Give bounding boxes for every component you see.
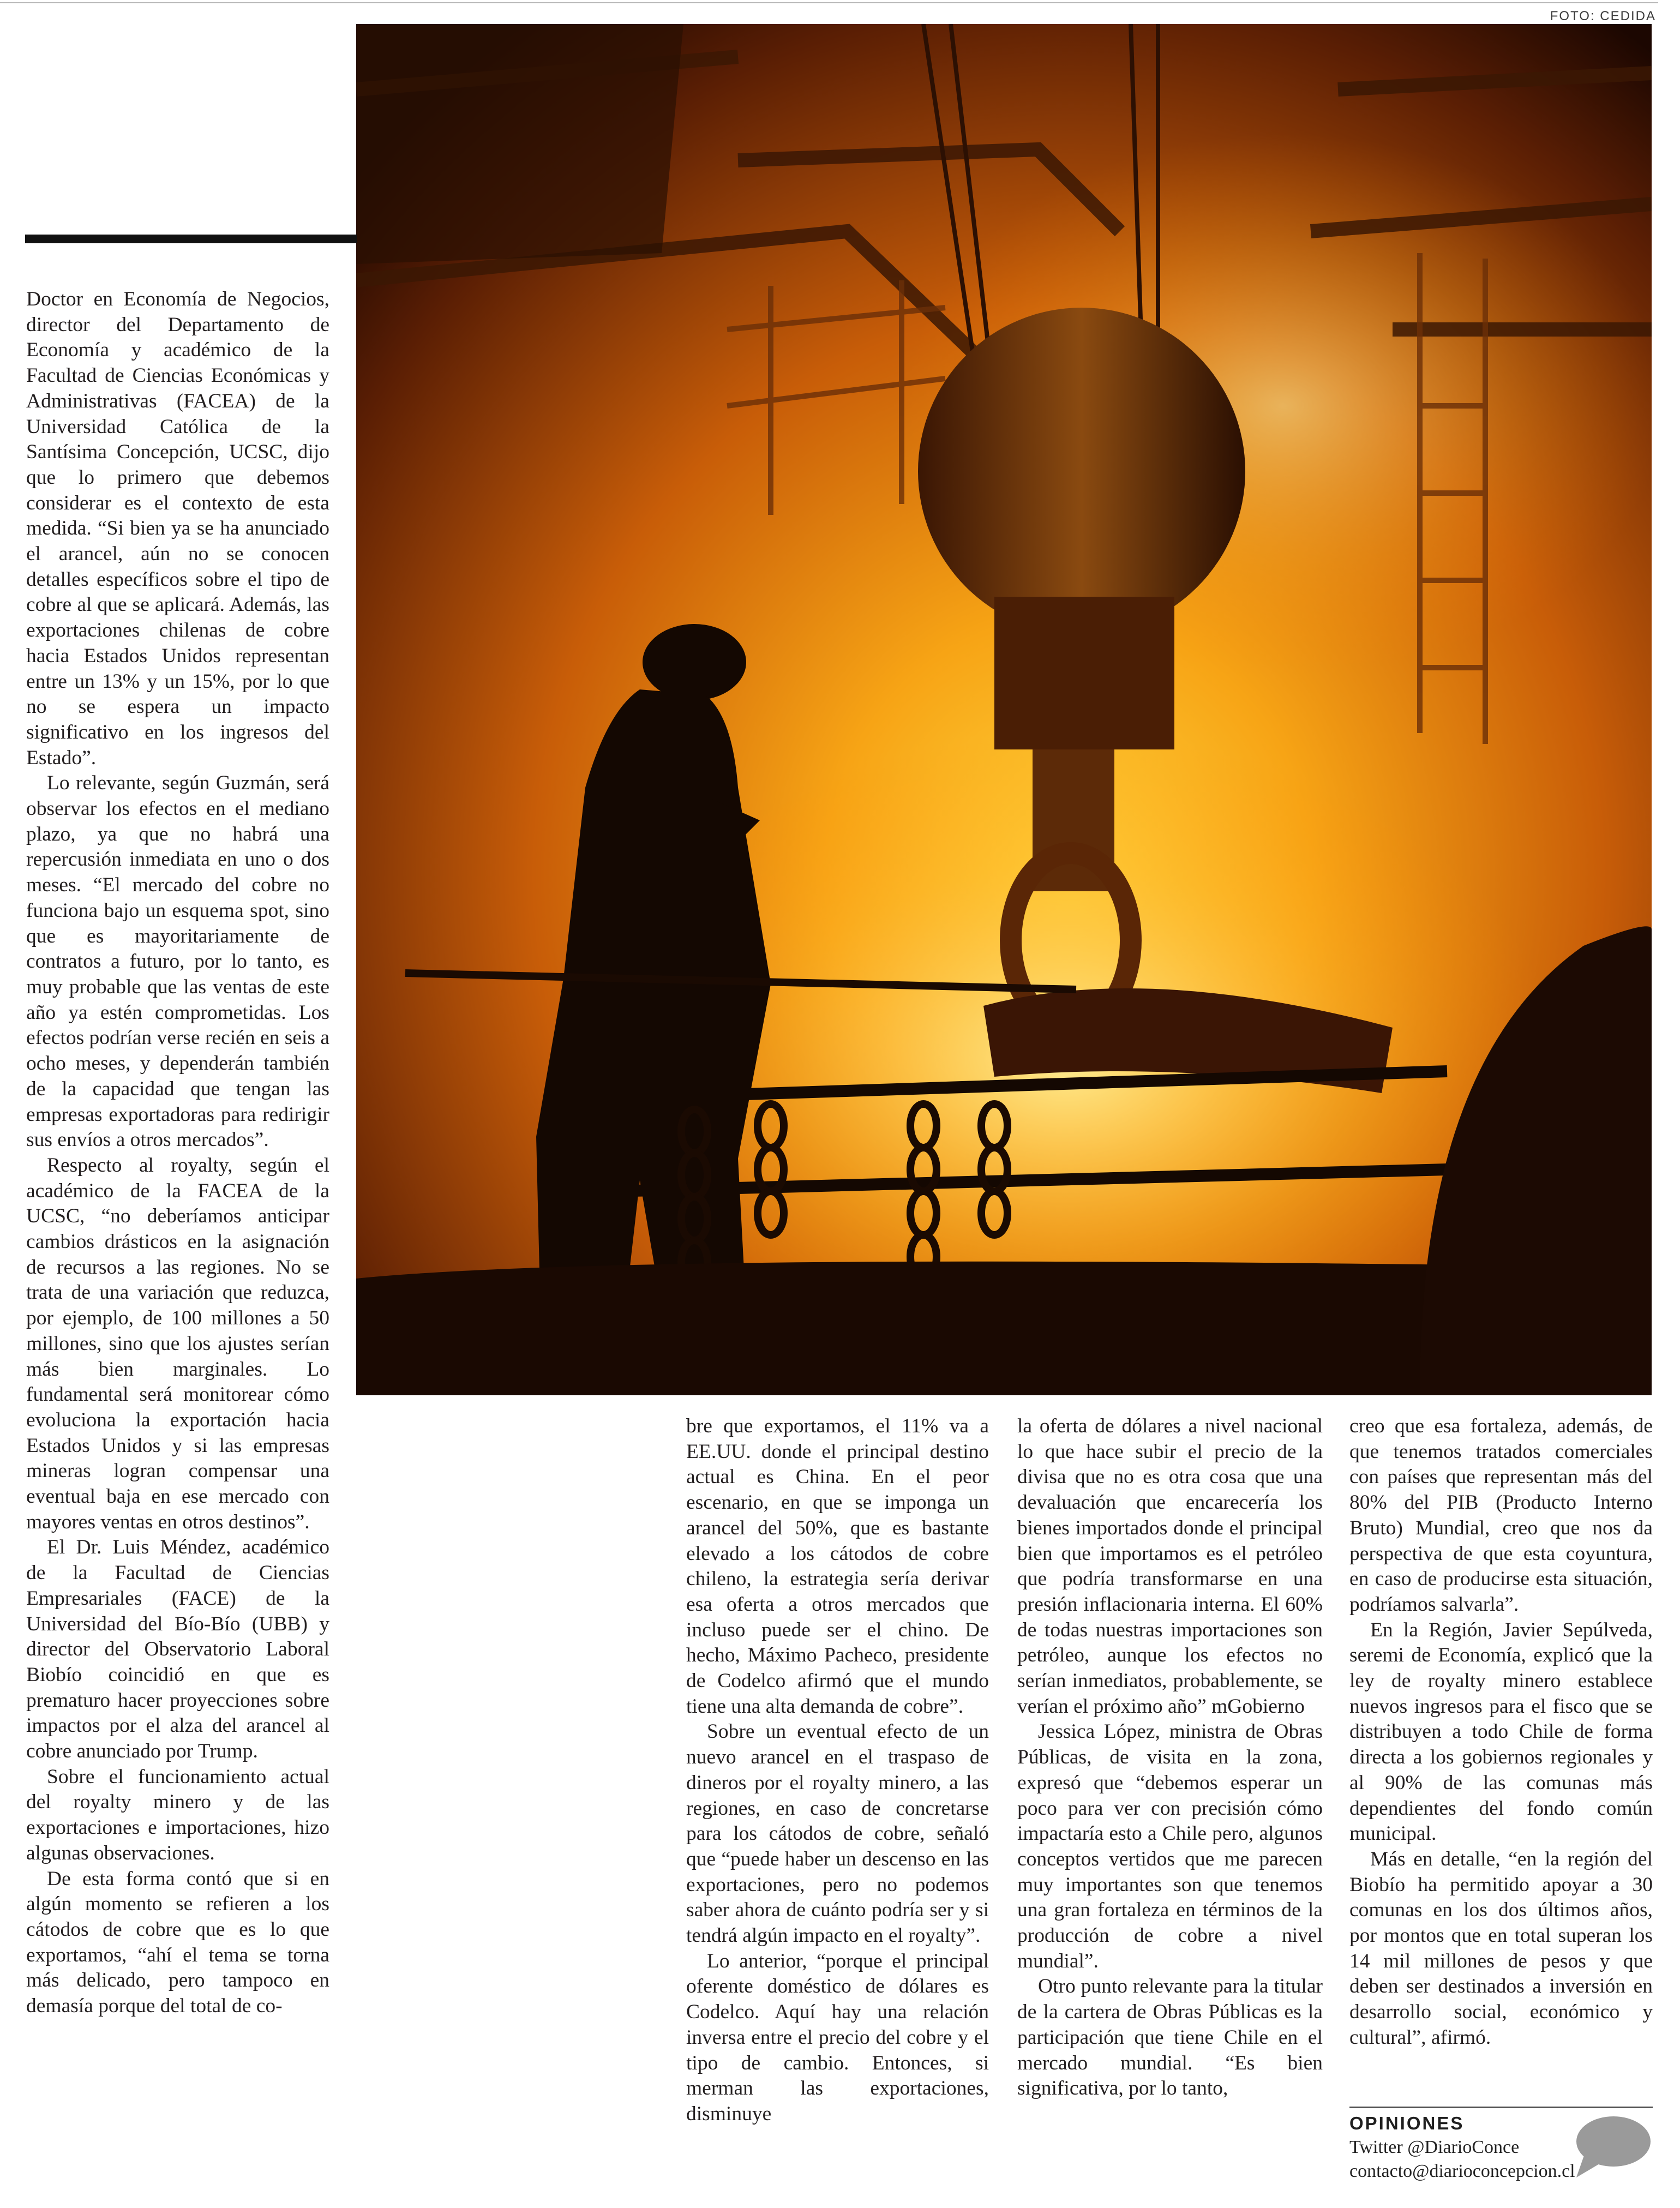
paragraph: Lo anterior, “porque el principal oferente doméstico de dólares es Codelco. Aquí hay una relación inversa entre el precio del cobre y el tipo de cambio. Entonces, si merman las exportaciones, disminuye	[686, 1949, 989, 2125]
paragraph: De esta forma contó que si en algún momento se refieren a los cátodos de cobre que es lo que exportamos, “ahí el tema se torna más delicado, pero tampoco en demasía porque del total de co-	[26, 1867, 329, 2018]
paragraph: Sobre un eventual efecto de un nuevo arancel en el traspaso de dineros por el royalty minero, a las regiones, en caso de concretarse para los cátodos de cobre, señaló que “puede haber un descenso en las exportaciones, pero no podemos saber ahora de cuánto podría ser y si tendrá algún impacto en el royalty”.	[686, 1720, 989, 1947]
article-column-3	[1017, 1414, 1323, 2102]
paragraph: creo que esa fortaleza, además, de que tenemos tratados comerciales con países que representan más del 80% del PIB (Producto Interno Bruto) Mundial, creo que nos da perspectiva de que esta coyuntura, en caso de producirse esta situación, podríamos salvarla”.	[1349, 1415, 1653, 1616]
section-divider-bar	[25, 235, 357, 243]
foundry-photo-illustration	[356, 24, 1652, 1395]
paragraph: la oferta de dólares a nivel nacional lo que hace subir el precio de la divisa que no es otra cosa que una devaluación que encarecería los bienes importados donde el principal bien que importamos es el petróleo que podría transformarse en una presión inflacionaria interna. El 60% de todas nuestras importaciones son petróleo, aunque los efectos no serían inmediatos, probablemente, se verían el próximo año” mGobierno	[1017, 1415, 1323, 1718]
paragraph: El Dr. Luis Méndez, académico de la Facultad de Ciencias Empresariales (FACE) de la Universidad del Bío-Bío (UBB) y director del Observatorio Laboral Biobío coincidió en que es prematuro hacer proyecciones sobre impactos por el alza del arancel al cobre anunciado por Trump.	[26, 1536, 329, 1763]
article-column-2	[686, 1414, 989, 2127]
paragraph: Doctor en Economía de Negocios, director del Departamento de Economía y académico de la Facultad de Ciencias Económicas y Administrativas (FACEA) de la Universidad Católica de la Santísima Concepción, UCSC, dijo que lo primero que debemos considerar es el contexto de esta medida. “Si bien ya se ha anunciado el arancel, aún no se conocen detalles específicos sobre el tipo de cobre al que se aplicará. Además, las exportaciones chilenas de cobre hacia Estados Unidos representan entre un 13% y un 15%, por lo que no se espera un impacto significativo en los ingresos del Estado”.	[26, 288, 329, 769]
top-rule	[0, 2, 1658, 3]
foundry-worker-photo	[356, 24, 1652, 1395]
paragraph: Más en detalle, “en la región del Biobío ha permitido apoyar a 30 comunas en los dos últimos años, por montos que en total superan los 14 mil millones de pesos y que deben ser destinados a inversión en desarrollo social, económico y cultural”, afirmó.	[1349, 1847, 1653, 2049]
paragraph: Otro punto relevante para la titular de la cartera de Obras Públicas es la participación que tiene Chile en el mercado mundial. “Es bien significativa, por lo tanto,	[1017, 1975, 1323, 2100]
contact-email[interactable]: contacto@diarioconcepcion.cl	[1349, 2161, 1575, 2181]
opiniones-rule	[1349, 2107, 1653, 2108]
paragraph: bre que exportamos, el 11% va a EE.UU. donde el principal destino actual es China. En el peor escenario, en que se imponga un arancel del 50%, que es bastante elevado a los cátodos de cobre chileno, la estrategia sería derivar esa oferta a otros mercados que incluso puede ser el chino. De hecho, Máximo Pacheco, presidente de Codelco afirmó que el mundo tiene una alta demanda de cobre”.	[686, 1415, 989, 1718]
paragraph: Lo relevante, según Guzmán, será observar los efectos en el mediano plazo, ya que no habrá una repercusión inmediata en uno o dos meses. “El mercado del cobre no funciona bajo un esquema spot, sino que es mayoritariamente de contratos a futuro, por lo tanto, es muy probable que las ventas de este año ya estén comprometidas. Los efectos podrían verse recién en seis a ocho meses, y dependerán también de la capacidad que tengan las empresas exportadoras para redirigir sus envíos a otros mercados”.	[26, 772, 329, 1151]
article-column-4	[1349, 1414, 1653, 2051]
paragraph: Jessica López, ministra de Obras Públicas, de visita en la zona, expresó que “debemos esperar un poco para ver con precisión cómo impactaría esto a Chile pero, algunos conceptos vertidos que me parecen muy importantes son que tenemos una gran fortaleza en términos de la producción de cobre a nivel mundial”.	[1017, 1720, 1323, 1972]
paragraph: Sobre el funcionamiento actual del royalty minero y de las exportaciones e importaciones, hizo algunas observaciones.	[26, 1765, 329, 1864]
paragraph: En la Región, Javier Sepúlveda, seremi de Economía, explicó que la ley de royalty minero establece nuevos ingresos para el fisco que se distribuyen a todo Chile de forma directa a los gobiernos regionales y al 90% de las comunas más dependientes del fondo común municipal.	[1349, 1618, 1653, 1845]
opiniones-title: OPINIONES	[1349, 2113, 1465, 2133]
photo-credit: FOTO: CEDIDA	[1550, 9, 1656, 23]
opiniones-box	[1349, 2107, 1653, 2188]
paragraph: Respecto al royalty, según el académico de la FACEA de la UCSC, “no deberíamos anticipar cambios drásticos en la asignación de recursos a las regiones. No se trata de una variación que reduzca, por ejemplo, de 100 millones a 50 millones, sino que los ajustes serían más bien marginales. Lo fundamental será monitorear cómo evoluciona la exportación hacia Estados Unidos y si las empresas mineras logran compensar una eventual baja en ese mercado con mayores ventas en otros destinos”.	[26, 1154, 329, 1533]
twitter-handle[interactable]: Twitter @DiarioConce	[1349, 2137, 1520, 2157]
speech-bubble-icon	[1572, 2113, 1652, 2180]
article-column-1	[26, 287, 329, 2019]
